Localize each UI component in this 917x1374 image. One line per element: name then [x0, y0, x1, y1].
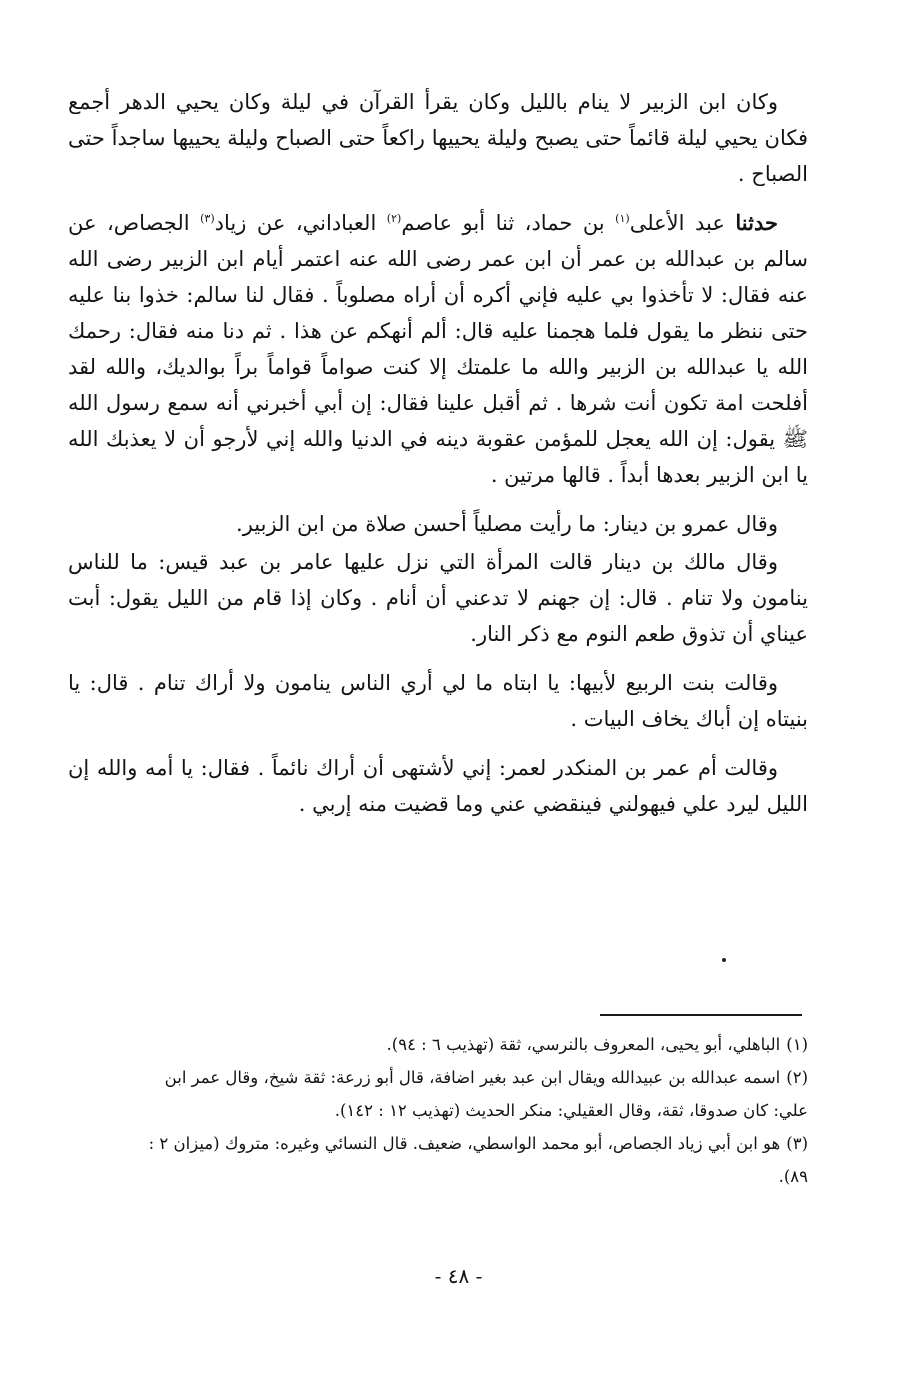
narrator-text-4: الجصاص، عن سالم بن عبدالله بن عمر أن ابن عمر رضى الله عنه اعتمر أيام ابن الزبير رضى الله عنه فقال: لا تأخذوا بي عليه فإني أكره أن أراه مصلوباً . فقال لنا سالم: خذوا بنا عليه حتى ننظر ما يقول فلما هجمنا عليه قال: ألم أنهكم عن هذا . ثم دنا منه فقال: رحمك الله يا عبدالله بن الزبير والله ما علمتك إلا كنت صواماً قواماً براً بوالديك، والله لقد أفلحت امة تكون أنت شرها . ثم أقبل علينا فقال: إن أبي أخبرني أنه سمع رسول الله ﷺ يقول: إن الله يعجل للمؤمن عقوبة دينه في الدنيا والله إني لأرجو أن لا يعذبك الله يا ابن الزبير بعدها أبداً . قالها مرتين . — [68, 211, 808, 487]
footnote-2-continuation: علي: كان صدوقا، ثقة، وقال العقيلي: منكر الحديث (تهذيب ١٢ : ١٤٢). — [334, 1101, 808, 1120]
footnote-ref-3: (٣) — [200, 212, 215, 225]
paragraph-bint-al-rabi: وقالت بنت الربيع لأبيها: يا ابتاه ما لي أري الناس ينامون ولا أراك تنام . قال: يا بنيتاه إن أباك يخاف البيات . — [68, 671, 808, 731]
footnote-3-continuation: ٨٩). — [778, 1167, 808, 1186]
footnote-3 — [68, 1127, 808, 1160]
paragraph-malik-ibn-dinar: وقال مالك بن دينار قالت المرأة التي نزل عليها عامر بن عبد قيس: ما للناس ينامون ولا تنام . قال: إن جهنم لا تدعني أن أنام . وكان إذا قام من الليل يقول: أبت عيناي أن تذوق طعم النوم مع ذكر النار. — [68, 550, 808, 646]
page-number: - ٤٨ - — [434, 1264, 483, 1288]
paragraph-ibn-zubayr-night: وكان ابن الزبير لا ينام بالليل وكان يقرأ القرآن في ليلة وكان يحيي الدهر أجمع فكان يحيي ليلة قائماً حتى يصبح وليلة يحييها راكعاً حتى الصباح وليلة يحييها ساجداً حتى الصباح . — [68, 90, 808, 186]
main-text — [68, 84, 808, 835]
footnote-separator-rule — [600, 1014, 802, 1016]
footnotes — [68, 1028, 808, 1193]
paragraph-hadith-chain — [68, 205, 808, 493]
footnote-text: اسمه عبدالله بن عبيدالله ويقال ابن عبد بغير اضافة، قال أبو زرعة: ثقة شيخ، وقال عمر ابن — [164, 1068, 781, 1087]
footnote-text: هو ابن أبي زياد الجصاص، أبو محمد الواسطي، ضعيف. قال النسائي وغيره: متروك (ميزان ٢ : — [148, 1134, 781, 1153]
footnote-number: (٢) — [786, 1068, 808, 1087]
footnote-text: الباهلي، أبو يحيى، المعروف بالنرسي، ثقة (تهذيب ٦ : ٩٤). — [386, 1035, 781, 1054]
footnote-ref-2: (٢) — [386, 212, 402, 225]
footnote-number: (٣) — [786, 1134, 808, 1153]
footnote-ref-1: (١) — [615, 212, 630, 225]
footnote-2 — [68, 1061, 808, 1094]
paragraph-amr-ibn-dinar: وقال عمرو بن دينار: ما رأيت مصلياً أحسن صلاة من ابن الزبير. — [236, 512, 778, 536]
footnote-1 — [68, 1028, 808, 1061]
narrator-text-1: عبد الأعلى — [629, 211, 725, 235]
hadith-lead-word: حدثنا — [735, 210, 778, 235]
footnote-number: (١) — [786, 1035, 808, 1054]
narrator-text-3: العباداني، عن زياد — [214, 211, 387, 235]
narrator-text-2: بن حماد، ثنا أبو عاصم — [401, 211, 616, 235]
paragraph-umm-umar: وقالت أم عمر بن المنكدر لعمر: إني لأشتهى أن أراك نائماً . فقال: يا أمه والله إن الليل ليرد علي فيهولني فينقضي عني وما قضيت منه إربي . — [68, 756, 808, 816]
stray-dot-mark — [722, 958, 726, 962]
